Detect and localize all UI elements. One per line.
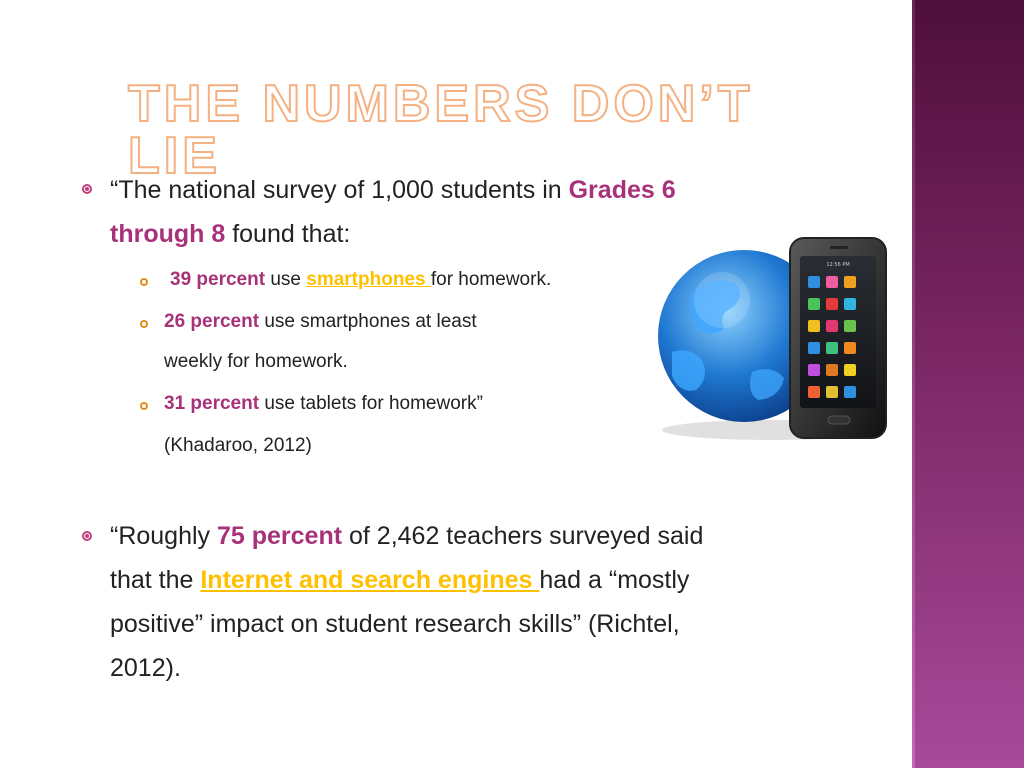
bullet2-line3: positive” impact on student research skills” (Richtel,	[110, 610, 680, 638]
bullet2-line1	[110, 514, 703, 558]
slide-title: THE NUMBERS DON’T LIE	[128, 75, 754, 185]
bullet1-line1	[110, 168, 676, 212]
bullet2-highlight: 75 percent	[217, 522, 343, 550]
bullet2-line2-pre: that the	[110, 566, 201, 594]
subitem-1-pre: use	[265, 269, 307, 290]
sub-bullet-icon	[140, 320, 148, 328]
decorative-sidebar	[912, 0, 1024, 768]
bullet2-line4: 2012).	[110, 654, 181, 682]
subitem-3-text: use tablets for homework”	[259, 393, 483, 414]
svg-text:12:56 PM: 12:56 PM	[826, 262, 850, 268]
bullet1-highlight-a: Grades 6	[568, 176, 676, 204]
smartphones-link[interactable]: smartphones	[306, 269, 431, 290]
bullet1-tail: found that:	[225, 220, 351, 248]
subitem-2-text: use smartphones at least	[259, 311, 477, 332]
bullet1-line2	[110, 212, 350, 256]
smartphone-icon	[790, 238, 886, 438]
subitem-2-line1	[164, 302, 477, 342]
internet-search-link[interactable]: Internet and search engines	[200, 566, 540, 594]
bullet2-line2	[110, 558, 689, 602]
subitem-3-citation: (Khadaroo, 2012)	[164, 435, 312, 456]
bullet2-intro: “Roughly	[110, 522, 217, 550]
subitem-2-pct: 26 percent	[164, 311, 260, 332]
subitem-3-pct: 31 percent	[164, 393, 260, 414]
sub-bullet-icon	[140, 402, 148, 410]
subitem-1-pct: 39 percent	[170, 269, 266, 290]
subitem-2-line2: weekly for homework.	[164, 351, 348, 372]
bullet2-line2-post: had a “mostly	[539, 566, 690, 594]
subitem-1-post: for homework.	[430, 269, 552, 290]
bullet-icon	[82, 184, 92, 194]
bullet2-mid: of 2,462 teachers surveyed said	[342, 522, 704, 550]
bullet1-highlight-b: through 8	[110, 220, 226, 248]
globe-smartphone-image	[652, 232, 896, 448]
bullet1-intro: “The national survey of 1,000 students in	[110, 176, 569, 204]
subitem-3-line1	[164, 384, 483, 424]
subitem-1	[170, 260, 551, 300]
sub-bullet-icon	[140, 278, 148, 286]
bullet-icon	[82, 531, 92, 541]
